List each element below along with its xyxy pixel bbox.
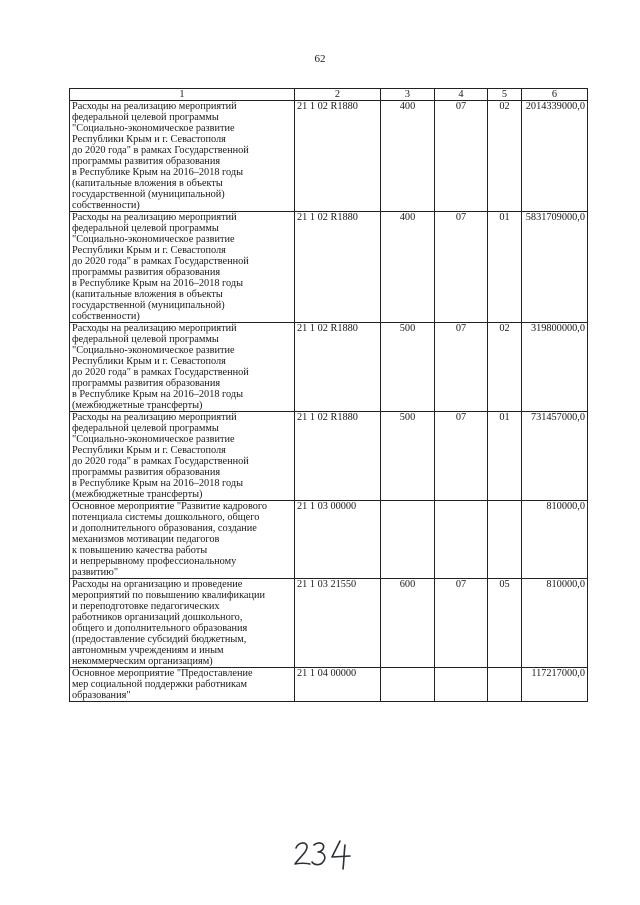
column-header: 1 <box>70 89 295 101</box>
handwritten-page-signature <box>290 836 360 872</box>
subsection-code: 01 <box>488 212 522 323</box>
expense-name: Основное мероприятие "Развитие кадрового потенциала системы дошкольного, общего и дополнительного образования, создание механизмов мотивации педагогов к повышению качества работы и непрерывному профессиональному развитию" <box>70 501 295 579</box>
amount: 810000,0 <box>522 501 588 579</box>
table-row <box>70 412 588 501</box>
amount: 2014339000,0 <box>522 101 588 212</box>
expense-name: Расходы на реализацию мероприятий федеральной целевой программы "Социально-экономическое развитие Республики Крым и г. Севастополя до 2020 года" в рамках Государственной программы развития образования в Республике Крым на 2016–2018 годы (капитальные вложения в объекты государственной (муниципальной) собственности) <box>70 212 295 323</box>
target-article-code: 21 1 02 R1880 <box>295 323 381 412</box>
target-article-code: 21 1 02 R1880 <box>295 412 381 501</box>
amount: 319800000,0 <box>522 323 588 412</box>
column-header: 5 <box>488 89 522 101</box>
subsection-code: 02 <box>488 323 522 412</box>
section-code: 07 <box>435 212 488 323</box>
table-row <box>70 501 588 579</box>
column-header: 4 <box>435 89 488 101</box>
table-row <box>70 668 588 702</box>
amount: 5831709000,0 <box>522 212 588 323</box>
table-row <box>70 323 588 412</box>
table-row <box>70 579 588 668</box>
table-header-row <box>70 89 588 101</box>
section-code: 07 <box>435 101 488 212</box>
expense-name: Расходы на организацию и проведение мероприятий по повышению квалификации и переподготовке педагогических работников организаций дошкольного, общего и дополнительного образования (предоставление субсидий бюджетным, автономным учреждениям и иным некоммерческим организациям) <box>70 579 295 668</box>
amount: 117217000,0 <box>522 668 588 702</box>
amount: 731457000,0 <box>522 412 588 501</box>
section-code: 07 <box>435 323 488 412</box>
expense-type-code: 400 <box>381 212 435 323</box>
target-article-code: 21 1 02 R1880 <box>295 212 381 323</box>
expense-type-code: 500 <box>381 323 435 412</box>
target-article-code: 21 1 03 21550 <box>295 579 381 668</box>
expense-name: Расходы на реализацию мероприятий федеральной целевой программы "Социально-экономическое развитие Республики Крым и г. Севастополя до 2020 года" в рамках Государственной программы развития образования в Республике Крым на 2016–2018 годы (межбюджетные трансферты) <box>70 323 295 412</box>
expense-type-code <box>381 501 435 579</box>
subsection-code <box>488 501 522 579</box>
section-code <box>435 668 488 702</box>
expense-name: Основное мероприятие "Предоставление мер социальной поддержки работникам образования" <box>70 668 295 702</box>
column-header: 6 <box>522 89 588 101</box>
target-article-code: 21 1 03 00000 <box>295 501 381 579</box>
subsection-code: 02 <box>488 101 522 212</box>
subsection-code: 05 <box>488 579 522 668</box>
column-header: 3 <box>381 89 435 101</box>
section-code: 07 <box>435 579 488 668</box>
section-code <box>435 501 488 579</box>
expense-type-code: 600 <box>381 579 435 668</box>
subsection-code: 01 <box>488 412 522 501</box>
table-row <box>70 212 588 323</box>
subsection-code <box>488 668 522 702</box>
target-article-code: 21 1 04 00000 <box>295 668 381 702</box>
budget-table <box>69 88 588 702</box>
page-number: 62 <box>314 53 326 65</box>
table-row <box>70 101 588 212</box>
expense-name: Расходы на реализацию мероприятий федеральной целевой программы "Социально-экономическое развитие Республики Крым и г. Севастополя до 2020 года" в рамках Государственной программы развития образования в Республике Крым на 2016–2018 годы (межбюджетные трансферты) <box>70 412 295 501</box>
section-code: 07 <box>435 412 488 501</box>
column-header: 2 <box>295 89 381 101</box>
expense-type-code <box>381 668 435 702</box>
expense-type-code: 500 <box>381 412 435 501</box>
expense-type-code: 400 <box>381 101 435 212</box>
target-article-code: 21 1 02 R1880 <box>295 101 381 212</box>
amount: 810000,0 <box>522 579 588 668</box>
expense-name: Расходы на реализацию мероприятий федеральной целевой программы "Социально-экономическое развитие Республики Крым и г. Севастополя до 2020 года" в рамках Государственной программы развития образования в Республике Крым на 2016–2018 годы (капитальные вложения в объекты государственной (муниципальной) собственности) <box>70 101 295 212</box>
